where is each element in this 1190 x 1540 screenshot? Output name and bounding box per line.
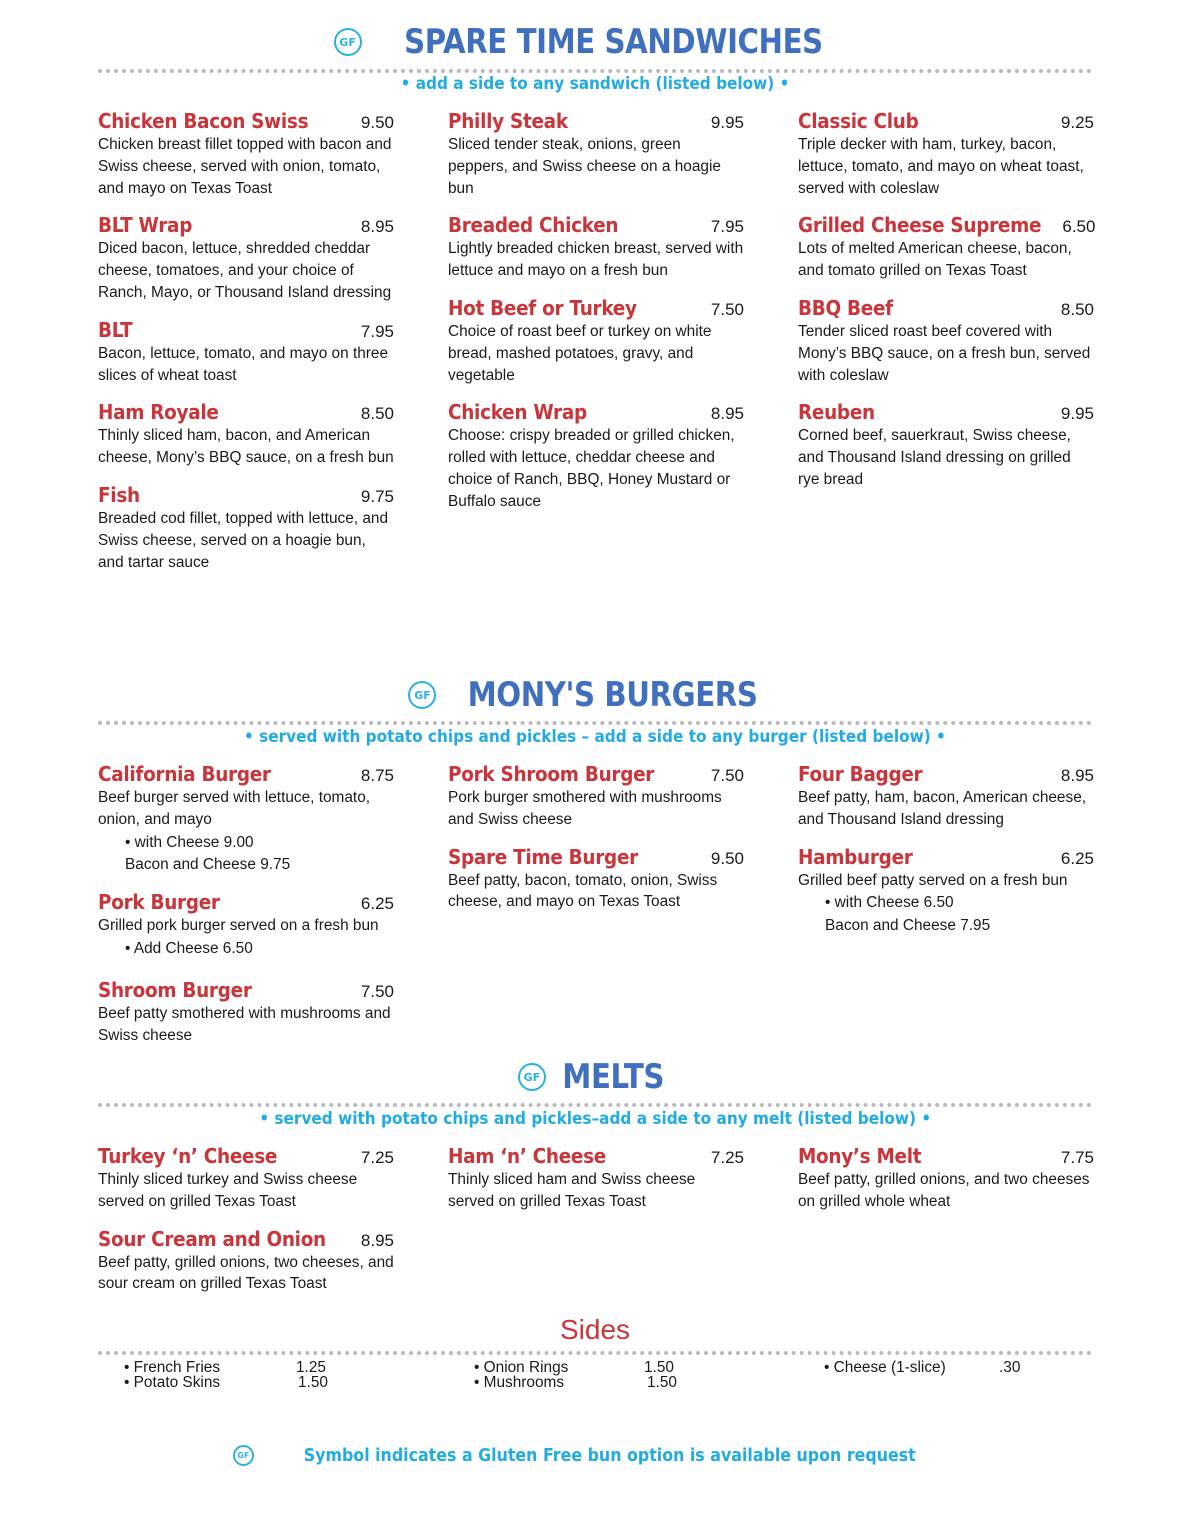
menu-item	[98, 1144, 394, 1213]
side-item	[124, 1359, 326, 1376]
side-item	[474, 1359, 674, 1376]
section-divider	[98, 69, 1092, 73]
sandwiches-column-2	[448, 109, 744, 527]
side-name: • Onion Rings	[474, 1359, 569, 1376]
item-price: 8.95	[1060, 766, 1094, 785]
menu-item	[448, 1144, 744, 1213]
item-description: Sliced tender steak, onions, green peppers, and Swiss cheese on a hoagie bun	[448, 136, 721, 197]
item-price: 9.50	[710, 848, 744, 868]
gluten-free-icon: GF	[233, 1445, 254, 1466]
item-price: 9.95	[710, 113, 744, 132]
sides-title: Sides	[559, 1314, 631, 1345]
menu-item	[98, 483, 394, 573]
melts-column-1	[98, 1144, 394, 1309]
burgers-column-3	[798, 762, 1094, 951]
menu-item	[448, 845, 744, 914]
item-price: 8.50	[1060, 299, 1094, 319]
item-name: Chicken Bacon Swiss	[98, 109, 309, 133]
menu-item	[98, 109, 394, 199]
item-description: Choose: crispy breaded or grilled chicken, rolled with lettuce, cheddar cheese and choice of Ranch, BBQ, Honey Mustard or Buffalo sauce	[448, 427, 735, 510]
gluten-free-icon: GF	[518, 1063, 546, 1091]
item-name: Hamburger	[798, 844, 913, 869]
item-name: BLT	[98, 317, 133, 342]
item-name: California Burger	[98, 762, 271, 786]
burgers-column-1	[98, 762, 394, 1060]
item-price: 9.75	[360, 486, 394, 506]
section-divider	[98, 1103, 1092, 1107]
menu-item	[98, 1227, 394, 1296]
item-description: Breaded cod fillet, topped with lettuce, and Swiss cheese, served on a hoagie bun, and tartar sauce	[98, 509, 389, 571]
section-divider	[98, 1351, 1092, 1355]
item-price: 7.75	[1060, 1148, 1094, 1167]
item-name: Chicken Wrap	[448, 400, 587, 425]
sandwiches-header	[0, 17, 1190, 67]
item-name: Reuben	[798, 400, 875, 425]
menu-item	[798, 762, 1094, 831]
side-price: .30	[999, 1359, 1021, 1376]
item-price: 7.95	[360, 321, 394, 341]
sandwiches-title: SPARE TIME SANDWICHES	[403, 22, 823, 62]
item-description: Pork burger smothered with mushrooms and Swiss cheese	[448, 789, 722, 828]
gluten-free-icon: GF	[334, 28, 362, 56]
item-description: Grilled pork burger served on a fresh bun	[98, 917, 379, 935]
menu-item	[98, 213, 394, 303]
item-description: Tender sliced roast beef covered with Mony’s BBQ sauce, on a fresh bun, served with coleslaw	[798, 322, 1091, 384]
item-option: Bacon and Cheese 9.75	[125, 856, 291, 874]
item-price: 7.50	[360, 981, 394, 1001]
side-name: • Potato Skins	[124, 1374, 221, 1391]
item-price: 7.50	[710, 766, 744, 785]
menu-item	[98, 762, 394, 876]
melts-header	[0, 1052, 1190, 1102]
menu-item	[98, 890, 394, 960]
item-name: Fish	[98, 482, 140, 507]
item-name: Philly Steak	[448, 109, 568, 133]
item-price: 7.50	[710, 299, 744, 319]
burgers-subtitle: • served with potato chips and pickles – add a side to any burger (listed below) •	[244, 727, 946, 747]
item-description: Bacon, lettuce, tomato, and mayo on three slices of wheat toast	[98, 344, 389, 384]
gluten-free-icon: GF	[408, 681, 436, 709]
side-price: 1.50	[644, 1359, 674, 1376]
item-price: 8.95	[360, 217, 394, 237]
melts-column-2	[448, 1144, 744, 1227]
item-option: • with Cheese 9.00	[125, 833, 254, 851]
item-name: Ham ‘n’ Cheese	[448, 1144, 607, 1168]
item-name: Pork Burger	[98, 890, 220, 915]
item-name: BLT Wrap	[98, 213, 193, 238]
melts-title: MELTS	[562, 1057, 664, 1097]
item-name: Turkey ‘n’ Cheese	[98, 1144, 278, 1168]
menu-item	[448, 109, 744, 199]
burgers-title: MONY'S BURGERS	[468, 675, 758, 715]
side-name: • Mushrooms	[474, 1374, 565, 1391]
item-price: 9.50	[360, 113, 394, 132]
menu-item	[98, 318, 394, 387]
menu-item	[798, 296, 1094, 386]
menu-item	[98, 978, 394, 1047]
sandwiches-column-3	[798, 109, 1094, 505]
item-description: Lightly breaded chicken breast, served with lettuce and mayo on a fresh bun	[448, 240, 744, 280]
melts-column-3	[798, 1144, 1094, 1227]
item-description: Beef patty smothered with mushrooms and Swiss cheese	[98, 1004, 391, 1044]
side-price: 1.50	[647, 1374, 677, 1391]
side-item	[824, 1359, 1021, 1376]
item-name: Pork Shroom Burger	[448, 762, 655, 786]
item-price: 7.25	[710, 1148, 744, 1167]
side-price: 1.50	[298, 1374, 328, 1391]
menu-item	[798, 213, 1094, 282]
menu-item	[448, 296, 744, 386]
item-name: Ham Royale	[98, 400, 219, 425]
item-option: • with Cheese 6.50	[825, 894, 954, 912]
gluten-free-note-text: Symbol indicates a Gluten Free bun option is available upon request	[303, 1444, 916, 1466]
menu-item	[798, 1144, 1094, 1213]
gluten-free-note	[0, 1440, 1190, 1470]
item-description: Beef burger served with lettuce, tomato, onion, and mayo	[98, 789, 371, 828]
item-description: Thinly sliced ham and Swiss cheese served on grilled Texas Toast	[448, 1171, 696, 1210]
item-description: Thinly sliced turkey and Swiss cheese served on grilled Texas Toast	[98, 1171, 358, 1210]
item-description: Beef patty, bacon, tomato, onion, Swiss cheese, and mayo on Texas Toast	[448, 871, 718, 911]
side-item	[124, 1374, 328, 1391]
item-description: Beef patty, ham, bacon, American cheese, and Thousand Island dressing	[798, 789, 1087, 828]
item-description: Beef patty, grilled onions, and two cheeses on grilled whole wheat	[798, 1171, 1090, 1210]
item-price: 8.95	[710, 404, 744, 424]
item-price: 8.50	[360, 404, 394, 424]
side-price: 1.25	[296, 1359, 326, 1376]
item-price: 9.25	[1060, 113, 1094, 132]
menu-item	[798, 400, 1094, 490]
item-price: 6.25	[1060, 848, 1094, 868]
item-description: Beef patty, grilled onions, two cheeses, and sour cream on grilled Texas Toast	[98, 1253, 394, 1293]
item-name: Sour Cream and Onion	[98, 1226, 326, 1251]
item-description: Thinly sliced ham, bacon, and American cheese, Mony’s BBQ sauce, on a fresh bun	[98, 427, 394, 467]
sandwiches-subtitle: • add a side to any sandwich (listed below) •	[400, 74, 790, 94]
melts-subtitle: • served with potato chips and pickles–add a side to any melt (listed below) •	[259, 1109, 931, 1129]
item-price: 8.95	[360, 1230, 394, 1250]
menu-item	[448, 762, 744, 831]
item-description: Choice of roast beef or turkey on white bread, mashed potatoes, gravy, and vegetable	[448, 322, 712, 384]
item-price: 6.25	[360, 894, 394, 914]
item-option: • Add Cheese 6.50	[125, 939, 253, 957]
item-name: Hot Beef or Turkey	[448, 295, 637, 320]
item-name: BBQ Beef	[798, 295, 893, 320]
item-description: Corned beef, sauerkraut, Swiss cheese, and Thousand Island dressing on grilled rye bread	[798, 427, 1071, 488]
item-price: 6.50	[1062, 217, 1096, 237]
item-description: Lots of melted American cheese, bacon, and tomato grilled on Texas Toast	[798, 240, 1072, 280]
menu-item	[798, 109, 1094, 199]
item-name: Shroom Burger	[98, 977, 252, 1002]
menu-item	[448, 400, 744, 512]
side-item	[474, 1374, 677, 1391]
item-name: Spare Time Burger	[448, 844, 638, 869]
item-price: 7.25	[360, 1148, 394, 1167]
item-description: Diced bacon, lettuce, shredded cheddar cheese, tomatoes, and your choice of Ranch, Mayo, or Thousand Island dressing	[98, 240, 392, 301]
item-description: Chicken breast fillet topped with bacon and Swiss cheese, served with onion, tomato, and mayo on Texas Toast	[98, 136, 392, 197]
section-divider	[98, 721, 1092, 725]
menu-item	[98, 400, 394, 469]
item-description: Triple decker with ham, turkey, bacon, lettuce, tomato, and mayo on wheat toast, served with coleslaw	[798, 136, 1084, 197]
item-name: Breaded Chicken	[448, 213, 619, 238]
side-name: • French Fries	[124, 1359, 221, 1376]
sandwiches-column-1	[98, 109, 394, 587]
burgers-column-2	[448, 762, 744, 927]
item-name: Grilled Cheese Supreme	[798, 213, 1042, 238]
menu-item	[798, 845, 1094, 937]
item-option: Bacon and Cheese 7.95	[825, 917, 991, 935]
menu-item	[448, 213, 744, 282]
side-name: • Cheese (1-slice)	[824, 1359, 946, 1376]
item-price: 7.95	[710, 217, 744, 237]
item-description: Grilled beef patty served on a fresh bun	[798, 871, 1068, 889]
item-name: Mony’s Melt	[798, 1144, 922, 1168]
item-price: 8.75	[360, 766, 394, 785]
item-name: Four Bagger	[798, 762, 923, 786]
burgers-header	[0, 670, 1190, 720]
item-price: 9.95	[1060, 404, 1094, 424]
item-name: Classic Club	[798, 109, 919, 133]
